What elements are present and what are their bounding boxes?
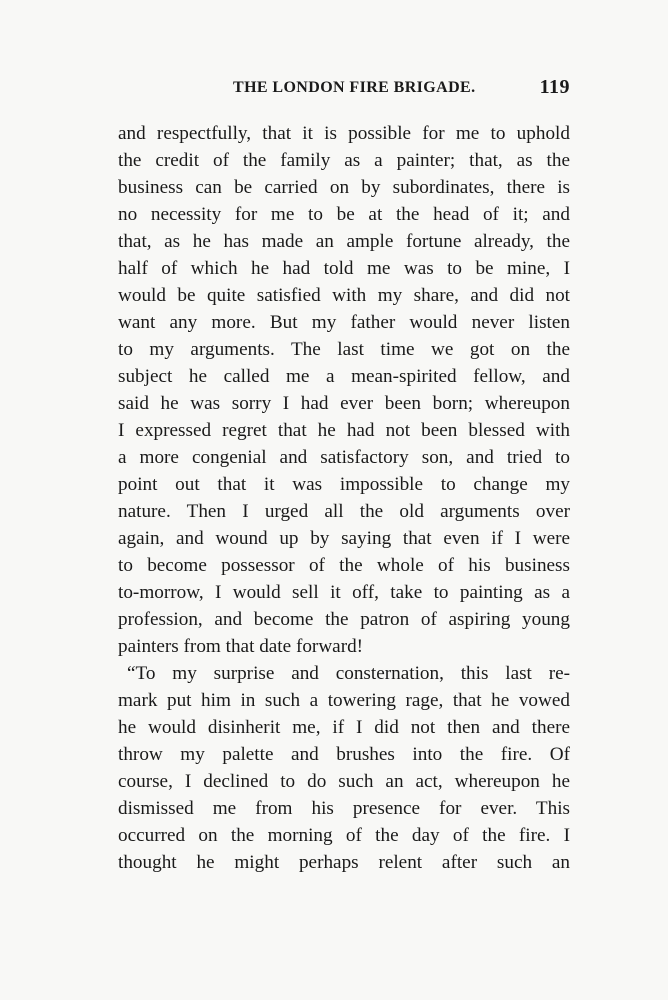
page-number: 119: [539, 76, 570, 98]
running-title: THE LONDON FIRE BRIGADE.: [233, 79, 476, 96]
text-line: mark put him in such a towering rage, that he vowed: [118, 690, 570, 711]
text-line: profession, and become the patron of aspiring young: [118, 609, 570, 630]
text-line: a more congenial and satisfactory son, and tried to: [118, 447, 570, 468]
text-line: no necessity for me to be at the head of it; and: [118, 204, 570, 225]
text-line: to become possessor of the whole of his business: [118, 555, 570, 576]
running-head: [118, 76, 570, 104]
text-line: dismissed me from his presence for ever. This: [118, 798, 570, 819]
text-line: point out that it was impossible to change my: [118, 474, 570, 495]
text-line: said he was sorry I had ever been born; whereupon: [118, 393, 570, 414]
paragraph-end-line: painters from that date forward!: [118, 636, 364, 657]
text-line: and respectfully, that it is possible for me to uphold: [118, 123, 570, 144]
text-line: subject he called me a mean-spirited fellow, and: [118, 366, 570, 387]
text-line: to my arguments. The last time we got on the: [118, 339, 570, 360]
text-line: to-morrow, I would sell it off, take to painting as a: [118, 582, 570, 603]
text-line: half of which he had told me was to be mine, I: [118, 258, 570, 279]
text-line: business can be carried on by subordinates, there is: [118, 177, 570, 198]
text-line: throw my palette and brushes into the fire. Of: [118, 744, 570, 765]
paragraph-start-line: “To my surprise and consternation, this last re-: [127, 663, 570, 684]
text-line: he would disinherit me, if I did not then and there: [118, 717, 570, 738]
text-line: the credit of the family as a painter; that, as the: [118, 150, 570, 171]
text-line: occurred on the morning of the day of the fire. I: [118, 825, 570, 846]
text-line: want any more. But my father would never listen: [118, 312, 570, 333]
text-line: that, as he has made an ample fortune already, the: [118, 231, 570, 252]
text-line: thought he might perhaps relent after such an: [118, 852, 570, 873]
text-line: I expressed regret that he had not been blessed with: [118, 420, 570, 441]
text-line: course, I declined to do such an act, whereupon he: [118, 771, 570, 792]
text-line: nature. Then I urged all the old arguments over: [118, 501, 570, 522]
body-text: [118, 120, 570, 876]
text-line: would be quite satisfied with my share, and did not: [118, 285, 570, 306]
text-line: again, and wound up by saying that even if I were: [118, 528, 570, 549]
